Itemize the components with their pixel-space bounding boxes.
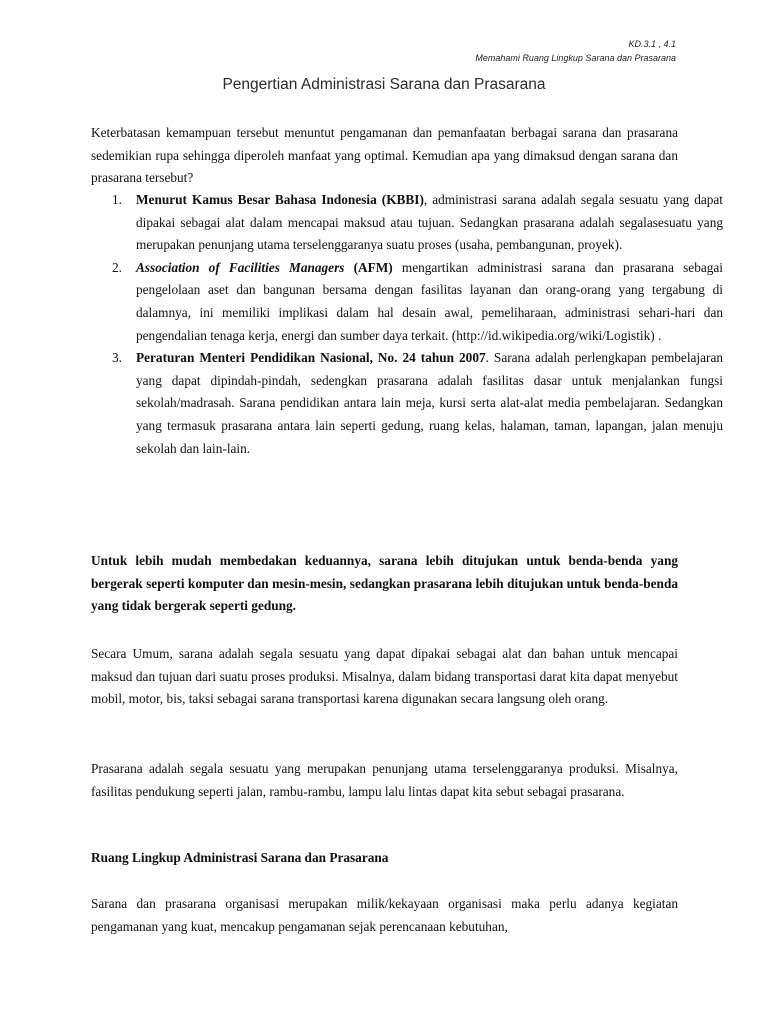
definition-source: Menurut Kamus Besar Bahasa Indonesia (KBBI) <box>136 192 424 207</box>
summary-bold-paragraph: Untuk lebih mudah membedakan keduannya, sarana lebih ditujukan untuk benda-benda yang bergerak seperti komputer dan mesin-mesin, sedangkan prasarana lebih ditujukan untuk benda-benda yang tidak bergerak seperti gedung. <box>91 553 678 614</box>
list-number: 2. <box>112 259 122 275</box>
definition-item-permendiknas <box>112 347 724 460</box>
definition-source: Peraturan Menteri Pendidikan Nasional, No. 24 tahun 2007 <box>136 350 486 366</box>
definition-text: mengartikan administrasi sarana dan prasarana sebagai pengelolaan aset dan bangunan bersama dengan fasilitas layanan dan orang-orang yang tergabung di dalamnya, ini memiliki implikasi dalam hal desain awal, pemeliharaan, administrasi sehari-hari dan pengendalian tenaga kerja, energi dan sumber daya terkait. (http://id.wikipedia.org/wiki/Logistik) . <box>136 259 723 343</box>
paragraph-prasarana: Prasarana adalah segala sesuatu yang merupakan penunjang utama terselenggaranya produksi. Misalnya, fasilitas pendukung seperti jalan, rambu-rambu, lampu lalu lintas dapat kita sebut sebagai prasarana. <box>91 761 678 799</box>
list-number: 3. <box>112 350 122 366</box>
definition-item-afm <box>112 257 723 347</box>
definition-text: . Sarana adalah perlengkapan pembelajaran yang dapat dipindah-pindah, sedengkan prasarana adalah fasilitas dasar untuk menjalankan fungsi sekolah/madrasah. Sarana pendidikan antara lain meja, kursi serta alat-alat media pembelajaran. Sedangkan yang termasuk prasarana antara lain seperti gedung, ruang kelas, halaman, taman, lapangan, jalan menuju sekolah dan lain-lain. <box>136 350 724 456</box>
section-subheading: Ruang Lingkup Administrasi Sarana dan Prasarana <box>91 850 389 865</box>
definition-source: Association of Facilities Managers <box>136 259 345 275</box>
page-title: Pengertian Administrasi Sarana dan Prasarana <box>222 76 546 93</box>
intro-paragraph: Keterbatasan kemampuan tersebut menuntut pengamanan dan pemanfaatan berbagai sarana dan prasarana sedemikian rupa sehingga diperoleh manfaat yang optimal. Kemudian apa yang dimaksud dengan sarana dan prasarana tersebut? <box>91 125 678 186</box>
paragraph-ruang-lingkup: Sarana dan prasarana organisasi merupakan milik/kekayaan organisasi maka perlu adanya kegiatan pengamanan yang kuat, mencakup pengamanan sejak perencanaan kebutuhan, <box>91 896 678 934</box>
paragraph-secara-umum: Secara Umum, sarana adalah segala sesuatu yang dapat dipakai sebagai alat dan bahan untuk mencapai maksud dan tujuan dari suatu proses produksi. Misalnya, dalam bidang transportasi darat kita dapat menyebut mobil, motor, bis, taksi sebagai sarana transportasi karena digunakan secara langsung oleh orang. <box>91 646 678 707</box>
definition-abbr: (AFM) <box>353 259 393 275</box>
definition-list <box>91 189 723 460</box>
header-kd: KD.3.1 , 4.1 <box>628 39 676 49</box>
definition-item-kbbi <box>112 189 723 257</box>
header-subtitle: Memahami Ruang Lingkup Sarana dan Prasarana <box>475 53 676 63</box>
page-header <box>475 37 676 65</box>
list-number: 1. <box>112 192 122 207</box>
definition-text: , administrasi sarana adalah segala sesuatu yang dapat dipakai sebagai alat dalam mencapai maksud atau tujuan. Sedangkan prasarana adalah segalasesuatu yang merupakan penunjang utama terselenggaranya suatu proses (usaha, pembangunan, proyek). <box>136 192 723 253</box>
